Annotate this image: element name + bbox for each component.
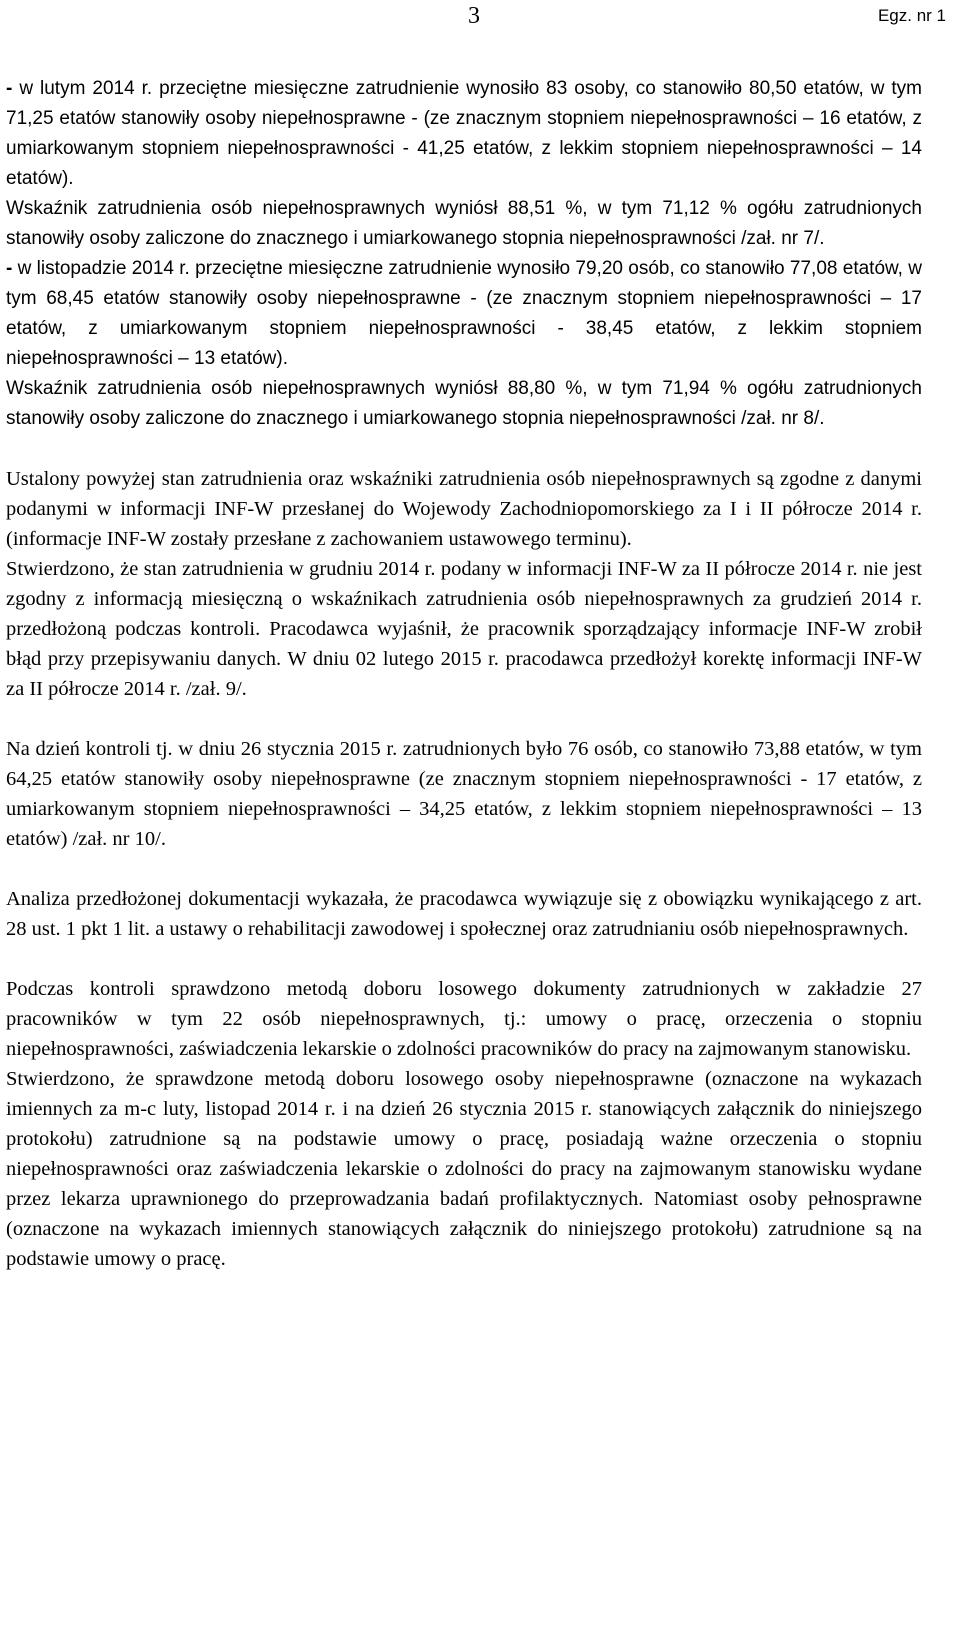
inf-w-paragraph: Ustalony powyżej stan zatrudnienia oraz wskaźniki zatrudnienia osób niepełnosprawnych są zgodne z danymi podanymi w informacji INF-W przesłanej do Wojewody Zachodniopomorskiego za I i II półrocze 2014 r. (informacje INF-W zostały przesłane z zachowaniem ustawowego terminu). (6, 468, 922, 550)
november-text: przeciętne miesięczne zatrudnienie wynosiło 79,20 osób, co stanowiło 77,08 etatów, w tym 68,45 etatów stanowiły osoby niepełnosprawne - (ze znacznym stopniem niepełnosprawności – 17 etatów, z umiarkowanym stopniem niepełnosprawności - 38,45 etatów, z lekkim stopniem niepełnosprawności – 13 etatów). (6, 258, 922, 369)
november-dash: - (6, 258, 18, 279)
february-lead: w lutym 2014 r. (19, 78, 153, 99)
november-index-paragraph: Wskaźnik zatrudnienia osób niepełnosprawnych wyniósł 88,80 %, w tym 71,94 % ogółu zatrudnionych stanowiły osoby zaliczone do znacznego i umiarkowanego stopnia niepełnosprawności /zał. nr 8/. (6, 378, 922, 429)
spacer (6, 434, 922, 464)
analysis-paragraph: Analiza przedłożonej dokumentacji wykazała, że pracodawca wywiązuje się z obowiązku wynikającego z art. 28 ust. 1 pkt 1 lit. a ustawy o rehabilitacji zawodowej i społecznej oraz zatrudnianiu osób niepełnosprawnych. (6, 888, 922, 940)
document-body (6, 74, 922, 1274)
spacer (6, 704, 922, 734)
november-lead: w listopadzie 2014 r. (17, 258, 190, 279)
findings-paragraph: Stwierdzono, że sprawdzone metodą doboru losowego osoby niepełnosprawne (oznaczone na wykazach imiennych za m-c luty, listopad 2014 r. i na dzień 26 stycznia 2015 r. stanowiących załącznik do niniejszego protokołu) zatrudnione są na podstawie umowy o pracę, posiadają ważne orzeczenia o stopniu niepełnosprawności oraz zaświadczenia lekarskie o zdolności do pracy na zajmowanym stanowisku wydane przez lekarza uprawnionego do przeprowadzania badań profilaktycznych. Natomiast osoby pełnosprawne (oznaczone na wykazach imiennych stanowiących załącznik do niniejszego protokołu) zatrudnione są na podstawie umowy o pracę. (6, 1068, 922, 1270)
february-index-paragraph: Wskaźnik zatrudnienia osób niepełnosprawnych wyniósł 88,51 %, w tym 71,12 % ogółu zatrudnionych stanowiły osoby zaliczone do znacznego i umiarkowanego stopnia niepełnosprawności /zał. nr 7/. (6, 198, 922, 249)
november-employment-paragraph (6, 254, 922, 374)
sampling-paragraph: Podczas kontroli sprawdzono metodą doboru losowego dokumenty zatrudnionych w zakładzie 27 pracowników w tym 22 osób niepełnosprawnych, tj.: umowy o pracę, orzeczenia o stopniu niepełnosprawności, zaświadczenia lekarskie o zdolności pracowników do pracy na zajmowanym stanowisku. (6, 978, 922, 1060)
page-header (0, 0, 960, 40)
control-day-paragraph: Na dzień kontroli tj. w dniu 26 stycznia 2015 r. zatrudnionych było 76 osób, co stanowiło 73,88 etatów, w tym 64,25 etatów stanowiły osoby niepełnosprawne (ze znacznym stopniem niepełnosprawności - 17 etatów, z umiarkowanym stopniem niepełnosprawności – 34,25 etatów, z lekkim stopniem niepełnosprawności – 13 etatów) /zał. nr 10/. (6, 738, 922, 850)
document-copy-number: Egz. nr 1 (877, 6, 946, 25)
february-employment-paragraph (6, 74, 922, 194)
spacer (6, 944, 922, 974)
page-number: 3 (468, 3, 480, 29)
spacer (6, 854, 922, 884)
february-dash: - (6, 78, 20, 99)
february-text: przeciętne miesięczne zatrudnienie wynosiło 83 osoby, co stanowiło 80,50 etatów, w tym 71,25 etatów stanowiły osoby niepełnosprawne - (ze znacznym stopniem niepełnosprawności – 16 etatów, z umiarkowanym stopniem niepełnosprawności - 41,25 etatów, z lekkim stopniem niepełnosprawności – 14 etatów). (6, 78, 923, 189)
december-discrepancy-paragraph: Stwierdzono, że stan zatrudnienia w grudniu 2014 r. podany w informacji INF-W za II półrocze 2014 r. nie jest zgodny z informacją miesięczną o wskaźnikach zatrudnienia osób niepełnosprawnych za grudzień 2014 r. przedłożoną podczas kontroli. Pracodawca wyjaśnił, że pracownik sporządzający informacje INF-W zrobił błąd przy przepisywaniu danych. W dniu 02 lutego 2015 r. pracodawca przedłożył korektę informacji INF-W za II półrocze 2014 r. /zał. 9/. (6, 558, 922, 700)
